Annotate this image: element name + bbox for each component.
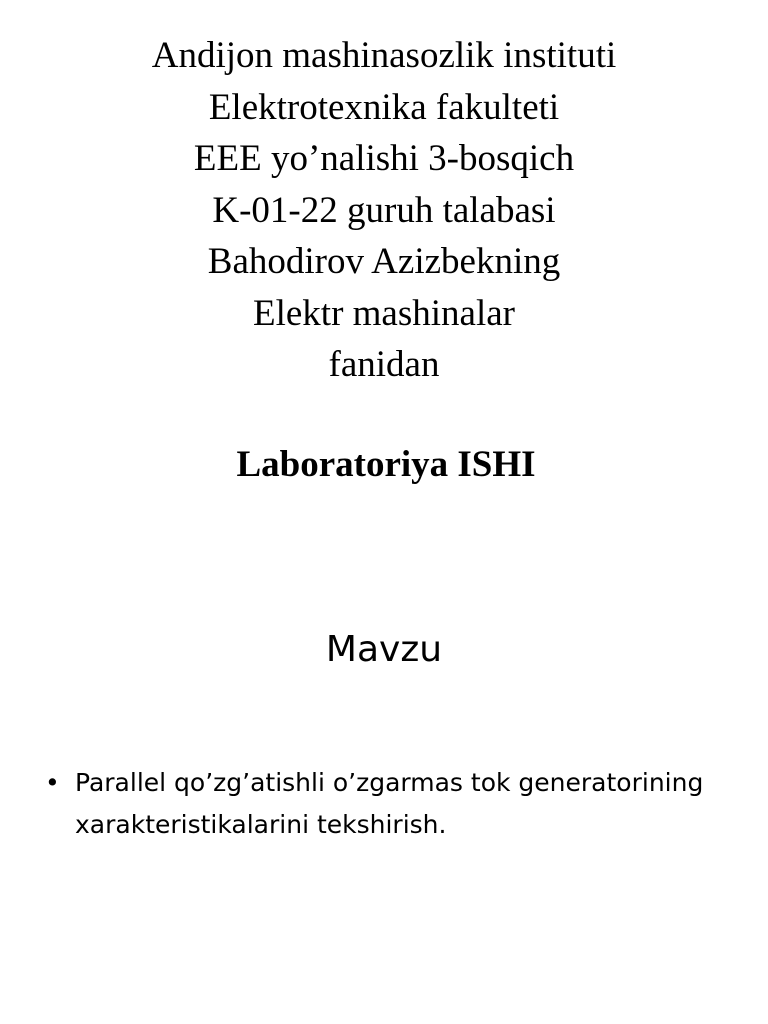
- course-name: Elektr mashinalar: [253, 292, 515, 334]
- list-item: [45, 762, 735, 846]
- institute-name: Andijon mashinasozlik instituti: [151, 35, 617, 76]
- topic-text: Parallel qo’zg’atishli o’zgarmas tok generatorining xarakteristikalarini tekshirish.: [75, 768, 704, 839]
- course-suffix: fanidan: [328, 344, 440, 385]
- bullet-icon: •: [45, 768, 60, 797]
- faculty-name: Elektrotexnika fakulteti: [208, 86, 560, 128]
- group-student-label: K-01-22 guruh talabasi: [212, 189, 556, 231]
- program-year: EEE yo’nalishi 3-bosqich: [193, 138, 575, 179]
- student-name: Bahodirov Azizbekning: [207, 241, 561, 282]
- topic-list: [45, 762, 735, 846]
- title-page-header: [0, 30, 768, 391]
- lab-work-title: Laboratoriya ISHI: [236, 444, 536, 485]
- topic-heading: Mavzu: [325, 629, 443, 670]
